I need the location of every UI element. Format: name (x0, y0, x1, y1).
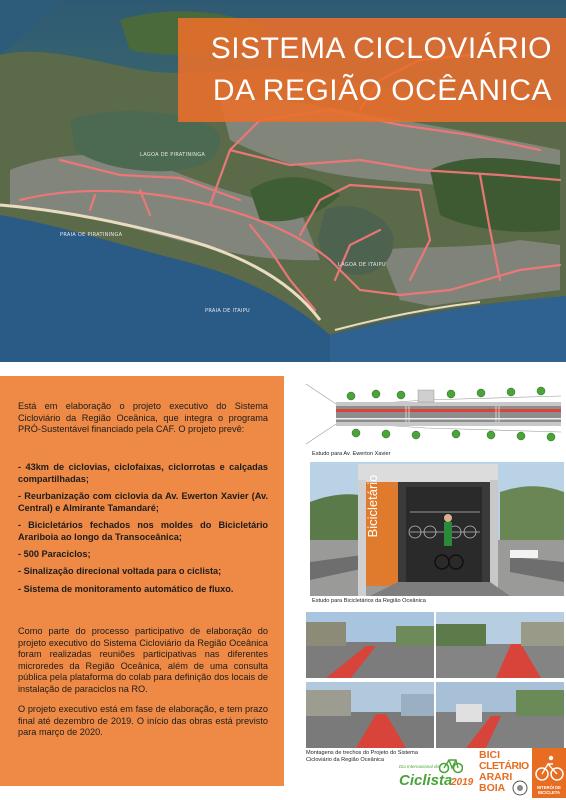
logos-row (395, 748, 566, 800)
ciclista-logo-small: Dia Internacional do (399, 764, 440, 769)
cyclist-icon (532, 750, 566, 784)
seal-icon (512, 780, 528, 796)
bici-logo-line2: CLETÁRIO (479, 760, 529, 772)
status-text: O projeto executivo está em fase de elaboração, e tem prazo final até dezembro de 2019. O início das obras está previsto para março de 2020. (18, 704, 268, 738)
map-label-lagoa-piratininga: LAGOA DE PIRATININGA (140, 152, 206, 158)
ciclista-logo-word: Ciclista (399, 772, 453, 789)
participation-text: Como parte do processo participativo de elaboração do projeto executivo do Sistema Cicloviário da Região Oceânica foram realizadas reuniões participativas nas diferentes microredes da Região Oceânica, além de uma consulta pública pela plataforma do colab para definição dos locais de instalação de paraciclos na RO. (18, 626, 268, 694)
caption-montage-line1: Montagens de trechos do Projeto do Sistema (306, 750, 418, 756)
niteroi-logo-text: NITERÓI DE BICICLETA (537, 785, 561, 795)
list-item: - Reurbanização com ciclovia da Av. Ewerton Xavier (Av. Central) e Almirante Tamandaré; (18, 491, 268, 513)
ciclista-logo-year: 2019 (451, 777, 474, 788)
bici-logo-line4: BOIA (479, 782, 506, 794)
list-item: - 500 Paraciclos; (18, 549, 91, 559)
list-item: - Sinalização direcional voltada para o ciclista; (18, 566, 222, 576)
street-plan-drawing (306, 374, 561, 450)
map-label-praia-itaipu: PRAIA DE ITAIPU (205, 308, 251, 314)
ciclista-2019-logo (395, 752, 475, 798)
caption-render: Estudo para Bicicletários da Região Oceânica (312, 598, 426, 604)
map-label-praia-piratininga: PRAIA DE PIRATININGA (60, 232, 123, 238)
bike-shelter-render (310, 462, 564, 596)
caption-montage-line2: Cicloviário da Região Oceânica (306, 757, 385, 763)
street-plan-graphic (306, 374, 561, 450)
bike-shelter-graphic (310, 462, 564, 596)
bici-logo-line3: ARARI (479, 771, 513, 783)
page-title-line1: SISTEMA CICLOVIÁRIO (210, 32, 552, 65)
page-title-line2: DA REGIÃO OCÊANICA (212, 74, 552, 107)
caption-plan: Estudo para Av. Ewerton Xavier (312, 451, 391, 457)
intro-text: Está em elaboração o projeto executivo do Sistema Cicloviário da Região Oceânica, que integra o programa PRÓ-Sustentável financiado pela CAF. O projeto prevê: (18, 401, 268, 435)
list-item: - Bicicletários fechados nos moldes do Bicicletário Arariboia ao longo da Transoceânica; (18, 520, 268, 542)
bicicletario-arariboia-logo (479, 750, 529, 798)
aerial-map (0, 0, 566, 362)
list-item: - 43km de ciclovias, ciclofaixas, ciclorrotas e calçadas compartilhadas; (18, 462, 268, 484)
list-item: - Sistema de monitoramento automático de fluxo. (18, 584, 234, 594)
shelter-sign: Bicicletário (365, 474, 380, 538)
niteroi-de-bicicleta-logo (532, 748, 566, 798)
description-panel (0, 376, 284, 786)
montage-grid (306, 612, 564, 748)
title-banner (178, 18, 566, 122)
bici-logo-line1: BICI (479, 749, 500, 761)
map-label-lagoa-itaipu: LAGOA DE ITAIPU (338, 262, 386, 268)
bicycle-icon (439, 754, 463, 774)
montage-graphic (306, 612, 564, 748)
